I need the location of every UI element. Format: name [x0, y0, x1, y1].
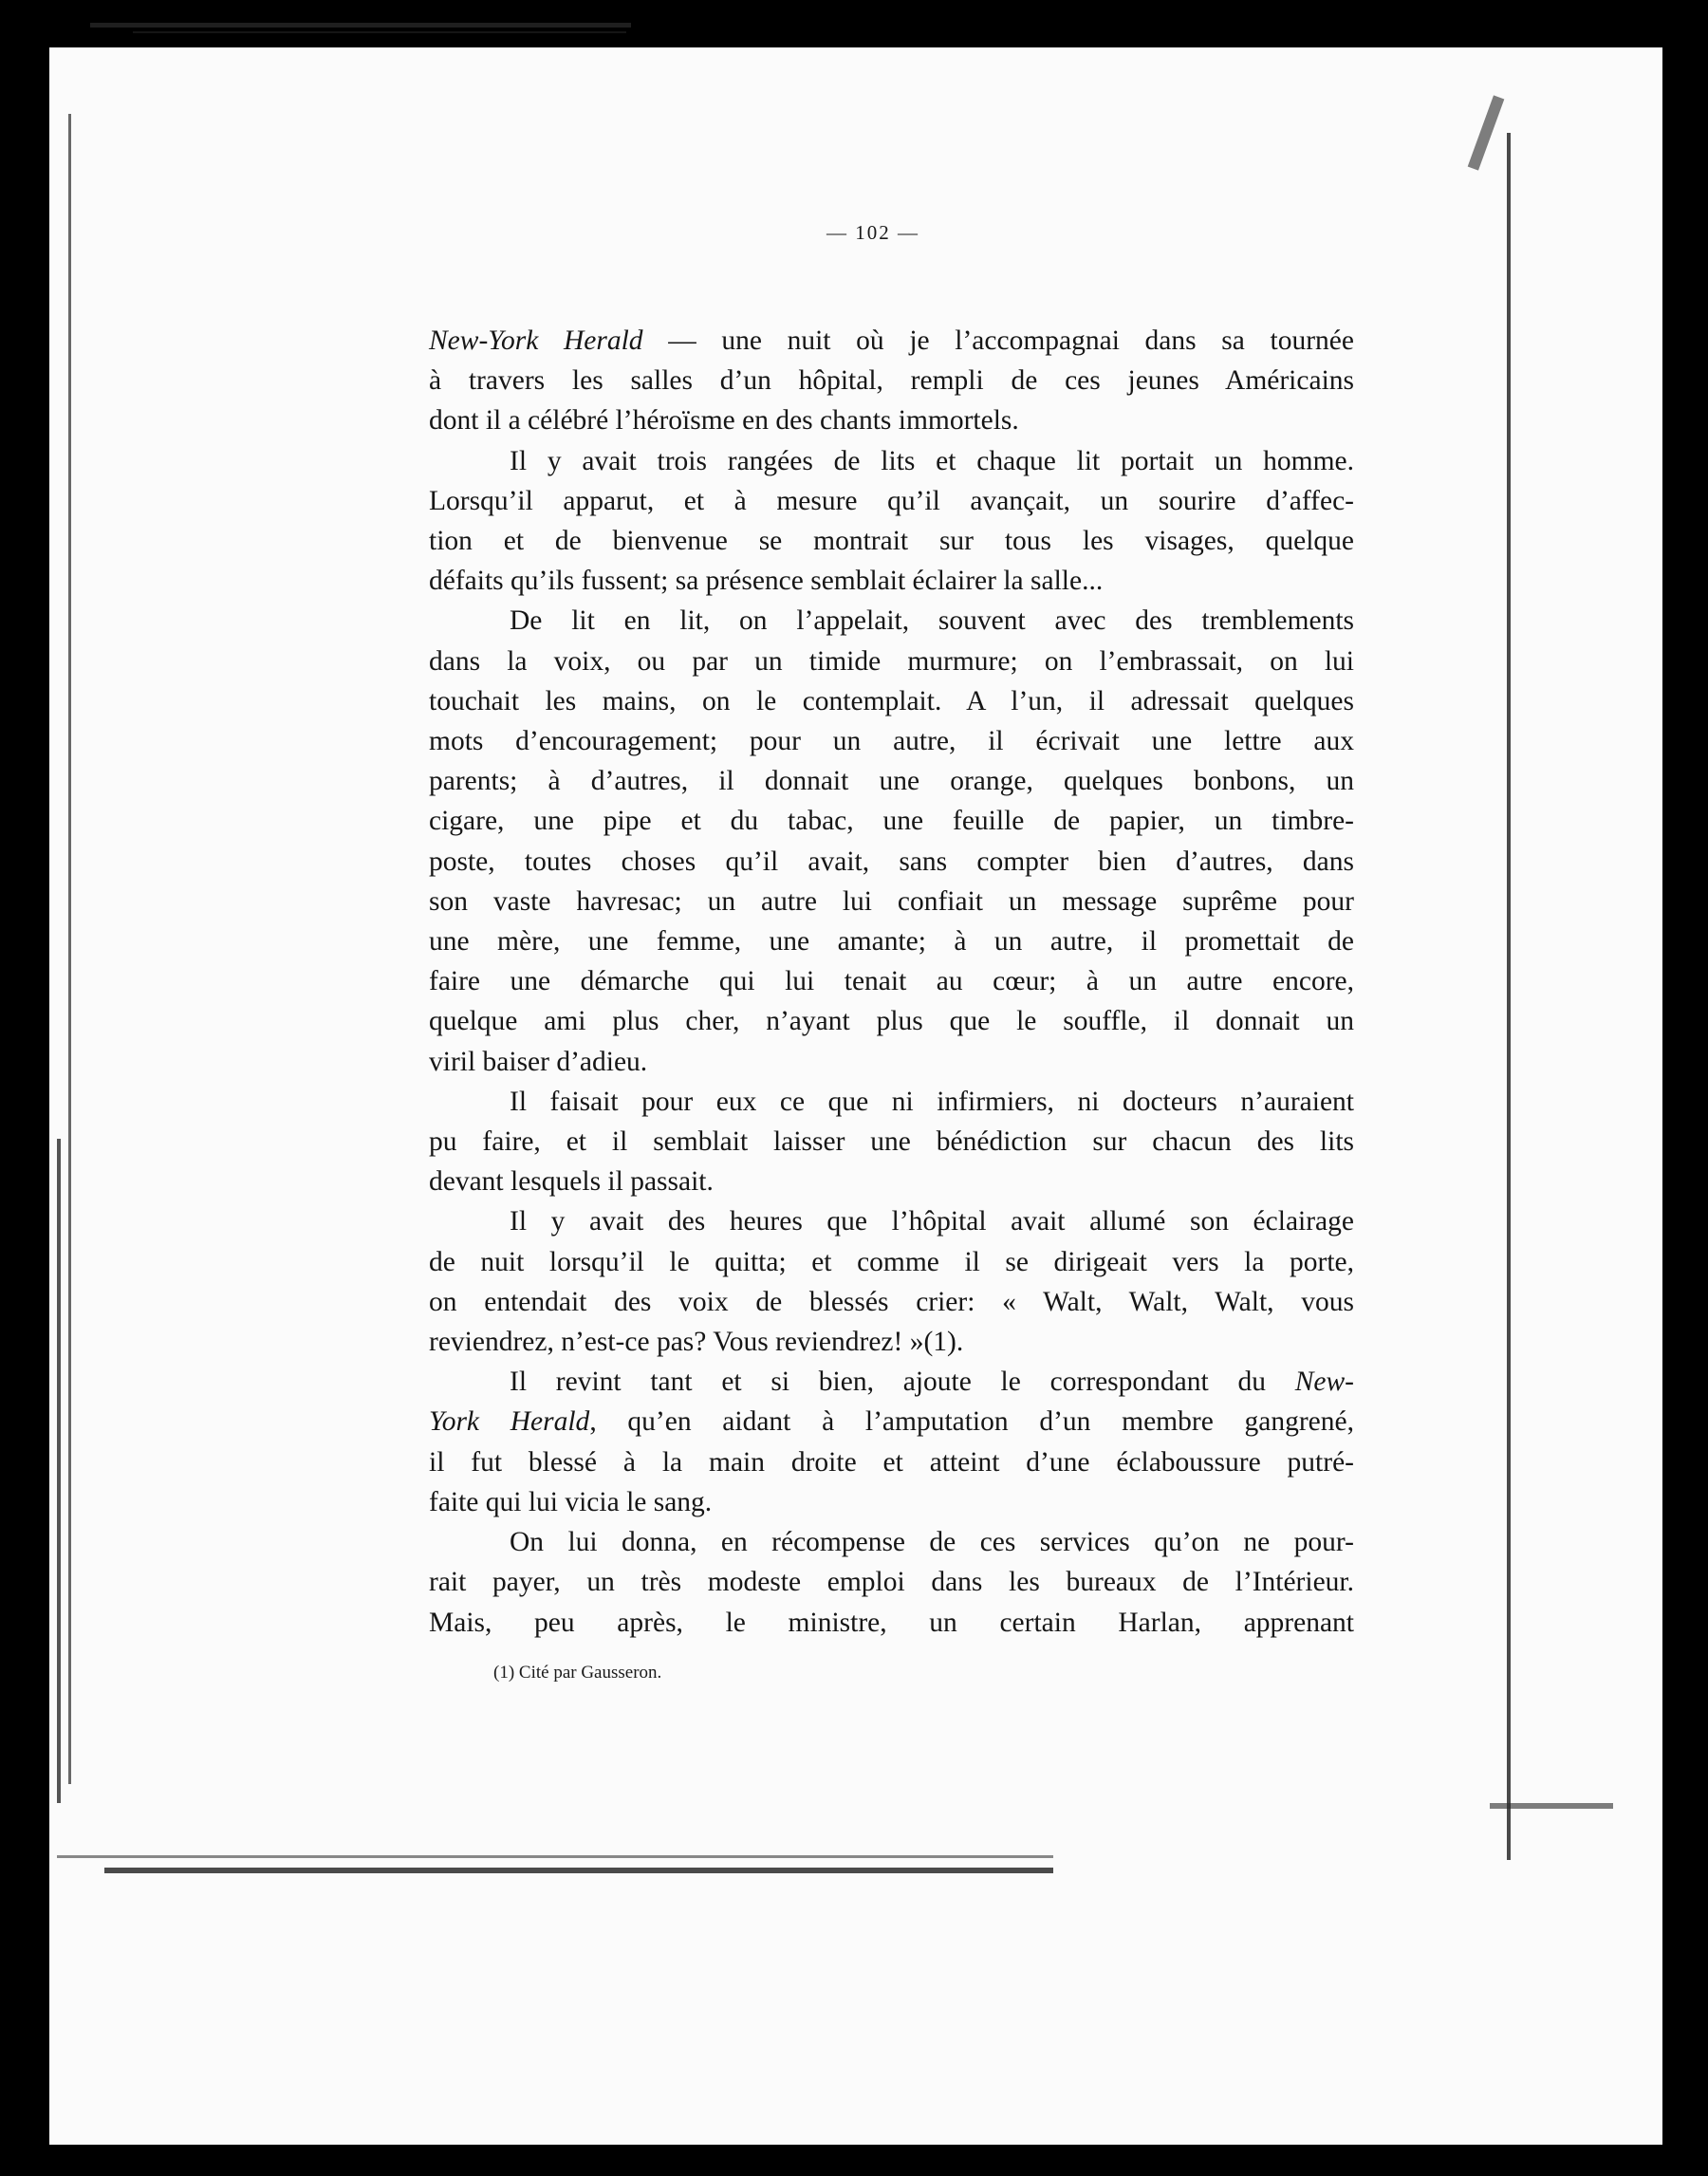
text-line: Il y avait trois rangées de lits et chaque lit portait un homme. [510, 445, 1354, 476]
page-number: — 102 — [826, 221, 919, 244]
text-line: Mais, peu après, le ministre, un certain Harlan, apprenant [429, 1607, 1354, 1638]
text-line: Il revint tant et si bien, ajoute le correspondant du New- [510, 1367, 1354, 1398]
text-line: New-York Herald — une nuit où je l’accompagnai dans sa tournée [429, 325, 1354, 356]
text-line: mots d’encouragement; pour un autre, il écrivait une lettre aux [429, 726, 1354, 757]
text-line: parents; à d’autres, il donnait une orange, quelques bonbons, un [429, 766, 1354, 797]
text-line: rait payer, un très modeste emploi dans les bureaux de l’Intérieur. [429, 1567, 1354, 1598]
text-line: quelque ami plus cher, n’ayant plus que le souffle, il donnait un [429, 1006, 1354, 1037]
text-line: son vaste havresac; un autre lui confiait un message suprême pour [429, 885, 1354, 917]
text-line: à travers les salles d’un hôpital, rempli de ces jeunes Américains [429, 365, 1354, 397]
text-line: De lit en lit, on l’appelait, souvent avec des tremblements [510, 605, 1354, 637]
scan-edge-bottom-outer [57, 1855, 1053, 1858]
text-line: il fut blessé à la main droite et atteint d’une éclaboussure putré- [429, 1446, 1354, 1478]
text-line: dont il a célébré l’héroïsme en des chants immortels. [429, 405, 1019, 437]
text-line: de nuit lorsqu’il le quitta; et comme il se dirigeait vers la porte, [429, 1246, 1354, 1277]
scan-edge-top [90, 23, 631, 28]
text-line: tion et de bienvenue se montrait sur tous les visages, quelque [429, 526, 1354, 557]
text-line: poste, toutes choses qu’il avait, sans compter bien d’autres, dans [429, 846, 1354, 877]
text-line: on entendait des voix de blessés crier: « Walt, Walt, Walt, vous [429, 1286, 1354, 1317]
scan-edge-bottom [104, 1868, 1053, 1873]
text-line: Lorsqu’il apparut, et à mesure qu’il avançait, un sourire d’affec- [429, 485, 1354, 516]
text-line: défaits qu’ils fussent; sa présence semblait éclairer la salle... [429, 566, 1104, 597]
scan-edge-bottom-right [1490, 1803, 1613, 1809]
text-line: pu faire, et il semblait laisser une bénédiction sur chacun des lits [429, 1126, 1354, 1158]
text-line: viril baiser d’adieu. [429, 1046, 648, 1077]
text-line: On lui donna, en récompense de ces services qu’on ne pour- [510, 1527, 1354, 1558]
scan-edge-top-inner [133, 31, 626, 33]
scan-edge-left-outer [57, 1139, 61, 1803]
text-line: York Herald, qu’en aidant à l’amputation d’un membre gangrené, [429, 1406, 1354, 1438]
text-line: reviendrez, n’est-ce pas? Vous reviendrez! »(1). [429, 1327, 964, 1358]
text-line: Il y avait des heures que l’hôpital avait allumé son éclairage [510, 1206, 1354, 1237]
text-line: faire une démarche qui lui tenait au cœur; à un autre encore, [429, 966, 1354, 997]
text-line: devant lesquels il passait. [429, 1166, 714, 1198]
text-line: faite qui lui vicia le sang. [429, 1486, 713, 1517]
footnote: (1) Cité par Gausseron. [493, 1663, 662, 1683]
text-line: Il faisait pour eux ce que ni infirmiers, ni docteurs n’auraient [510, 1086, 1354, 1117]
text-line: une mère, une femme, une amante; à un autre, il promettait de [429, 926, 1354, 958]
text-line: touchait les mains, on le contemplait. A l’un, il adressait quelques [429, 685, 1354, 716]
scan-edge-left [68, 114, 71, 1784]
body-text [429, 321, 1354, 1643]
scan-edge-right [1507, 133, 1511, 1860]
text-line: dans la voix, ou par un timide murmure; on l’embrassait, on lui [429, 645, 1354, 677]
text-line: cigare, une pipe et du tabac, une feuille de papier, un timbre- [429, 806, 1354, 837]
